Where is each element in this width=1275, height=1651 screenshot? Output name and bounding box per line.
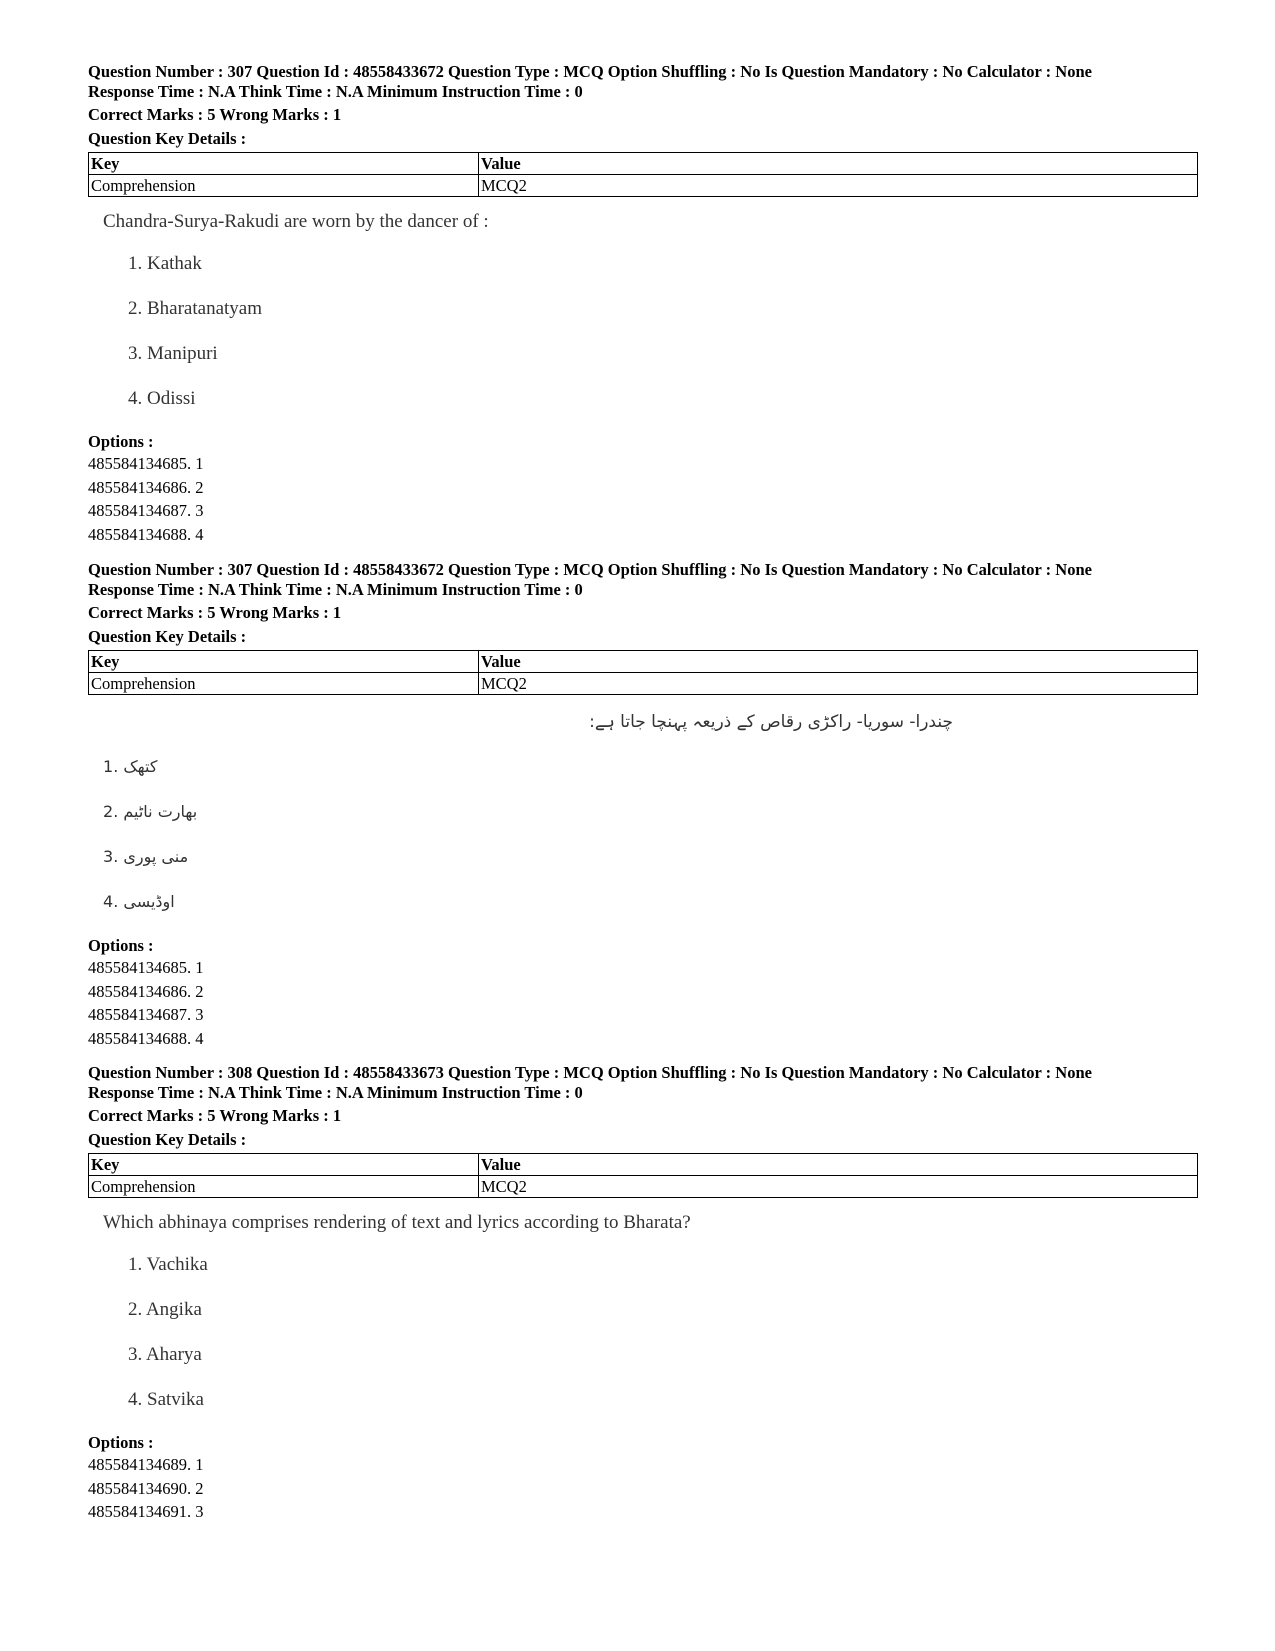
question-block-1	[88, 62, 1198, 546]
question-meta-line1: Question Number : 307 Question Id : 48558433672 Question Type : MCQ Option Shuffling : No Is Question Mandatory : No Calculator : None	[88, 560, 1092, 579]
options-label: Options :	[88, 432, 154, 451]
table-header-row	[89, 651, 1198, 673]
table-header-key: Key	[89, 153, 479, 175]
answer-choice: 2. Bharatanatyam	[128, 298, 263, 319]
table-header-row	[89, 1154, 1198, 1176]
answer-choice: 4. Odissi	[128, 388, 196, 409]
answer-choices	[103, 755, 1198, 914]
answer-choice: 3. Aharya	[128, 1344, 202, 1365]
table-row	[89, 1176, 1198, 1198]
table-cell-value: MCQ2	[479, 673, 1198, 695]
answer-choice: بھارت ناٹیم .2	[103, 802, 198, 821]
question-text: Chandra-Surya-Rakudi are worn by the dancer of :	[103, 211, 489, 232]
options-list	[88, 956, 1198, 1050]
key-value-table	[88, 650, 1198, 695]
option-id: 485584134686. 2	[88, 981, 204, 1001]
question-text: چندرا- سوریا- راکڑی رقاص کے ذریعہ پہنچا جاتا ہے:	[589, 712, 953, 732]
option-id: 485584134688. 4	[88, 524, 204, 544]
question-header	[88, 560, 1198, 646]
table-cell-key: Comprehension	[89, 1176, 479, 1198]
table-row	[89, 175, 1198, 197]
marks-line: Correct Marks : 5 Wrong Marks : 1	[88, 603, 342, 622]
answer-choice: منی پوری .3	[103, 847, 189, 866]
option-id: 485584134687. 3	[88, 1005, 204, 1024]
question-block-3	[88, 1063, 1198, 1524]
question-header	[88, 62, 1198, 148]
question-block-2	[88, 560, 1198, 1050]
question-meta-line1: Question Number : 308 Question Id : 48558433673 Question Type : MCQ Option Shuffling : No Is Question Mandatory : No Calculator : None	[88, 1063, 1092, 1082]
option-id: 485584134685. 1	[88, 958, 204, 977]
question-meta-line2: Response Time : N.A Think Time : N.A Minimum Instruction Time : 0	[88, 1082, 583, 1102]
option-id: 485584134689. 1	[88, 1455, 204, 1474]
table-cell-key: Comprehension	[89, 673, 479, 695]
key-details-label: Question Key Details :	[88, 626, 247, 646]
answer-choice: 1. Vachika	[128, 1254, 208, 1275]
key-value-table	[88, 1153, 1198, 1198]
answer-choice: 4. Satvika	[128, 1389, 204, 1410]
option-id: 485584134691. 3	[88, 1502, 204, 1521]
option-id: 485584134690. 2	[88, 1478, 204, 1498]
table-header-value: Value	[479, 651, 1198, 673]
answer-choice: کتھک .1	[103, 757, 158, 776]
table-header-value: Value	[479, 1154, 1198, 1176]
answer-choice: اوڈیسی .4	[103, 892, 175, 911]
key-value-table	[88, 152, 1198, 197]
table-cell-value: MCQ2	[479, 1176, 1198, 1198]
question-meta-line2: Response Time : N.A Think Time : N.A Minimum Instruction Time : 0	[88, 81, 583, 101]
option-id: 485584134688. 4	[88, 1028, 204, 1048]
table-cell-value: MCQ2	[479, 175, 1198, 197]
answer-choice: 2. Angika	[128, 1299, 202, 1320]
table-header-row	[89, 153, 1198, 175]
key-details-label: Question Key Details :	[88, 1129, 247, 1149]
question-meta-line2: Response Time : N.A Think Time : N.A Minimum Instruction Time : 0	[88, 579, 583, 599]
option-id: 485584134686. 2	[88, 477, 204, 497]
table-row	[89, 673, 1198, 695]
options-label: Options :	[88, 936, 154, 955]
table-header-value: Value	[479, 153, 1198, 175]
options-label: Options :	[88, 1433, 154, 1452]
table-cell-key: Comprehension	[89, 175, 479, 197]
question-meta-line1: Question Number : 307 Question Id : 48558433672 Question Type : MCQ Option Shuffling : No Is Question Mandatory : No Calculator : None	[88, 62, 1092, 81]
marks-line: Correct Marks : 5 Wrong Marks : 1	[88, 1106, 342, 1125]
answer-choice: 1. Kathak	[128, 253, 202, 274]
option-id: 485584134685. 1	[88, 454, 204, 473]
options-list	[88, 1453, 1198, 1524]
table-header-key: Key	[89, 1154, 479, 1176]
key-details-label: Question Key Details :	[88, 128, 247, 148]
table-header-key: Key	[89, 651, 479, 673]
answer-choices	[128, 1252, 1198, 1412]
question-text: Which abhinaya comprises rendering of text and lyrics according to Bharata?	[103, 1212, 691, 1233]
question-header	[88, 1063, 1198, 1149]
options-list	[88, 452, 1198, 546]
answer-choice: 3. Manipuri	[128, 343, 218, 364]
answer-choices	[128, 251, 1198, 411]
marks-line: Correct Marks : 5 Wrong Marks : 1	[88, 105, 342, 124]
option-id: 485584134687. 3	[88, 501, 204, 520]
